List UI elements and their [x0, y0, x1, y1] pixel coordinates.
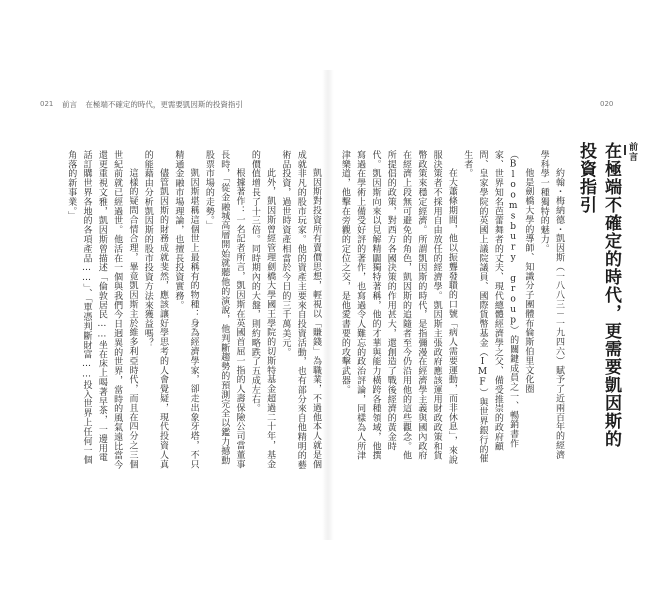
running-head-section: 前言: [62, 100, 77, 109]
right-page-number: 020: [600, 100, 614, 108]
left-page-body: [55, 150, 323, 470]
right-paragraph-2: 他是劍橋大學的導師、知識分子團體布倫斯伯里文化圈（Bloomsbury group）的關鍵成員之一、暢銷書作家、世界知名芭蕾舞者的丈夫、現代總體經濟學之父、備受推崇的政府顧問、皇家學院的英國上議院議員、國際貨幣基金（IMF）與世界銀行的催生者。: [462, 150, 534, 464]
left-paragraph-5: 儘管凱因斯的財務成就斐然，應該讓好學思考的人會覺疑，現代投資人真的能藉由分析凱因斯的股市投資方法來獲益嗎？: [142, 150, 169, 469]
page-gutter: [322, 70, 334, 540]
left-page-number: 021: [40, 100, 54, 108]
left-paragraph-1: 凱因斯對投資所有賣價思想，輕視以「賺錢」為職業，不過他本人就是個成就非凡的股市玩家。他的資產主要來自投資活動，也有部分來自他精明的藝術品投資，過世時資產相當於今日的三千萬美元。: [280, 150, 321, 470]
running-head-title: 在極端不確定的時代，更需要凱因斯的投資指引: [85, 100, 243, 109]
running-head: [62, 99, 249, 110]
left-paragraph-3: 根據著作：一名記者所言，凱因斯在英國首屈一指的人壽保險公司當董事長時，「從金融城高層開始就聽他的演說，他判斷趨勢的預測完全以鑑力撼動股票市場的走勢。」: [203, 150, 245, 469]
right-page-body: [339, 150, 566, 465]
right-paragraph-3: 在大蕭條期間，他以振聾發聵的口號「病人需要運動，而非休息」，來說服決策者不採用自由放任的經濟學。凱因斯主張政府應該運用財政政策和貨幣政策來穩定經濟。所謂凱因斯的時代，是指彌漫在經濟學主義與國內政府在經濟上段無可避免的角色，凱因斯的追隨者至今仍沿用他的這些觀念。他所提倡的政策，對西方各國決策的作用甚大，還創造了戰後經濟的黃金時代。凱因斯向來以見解精闢獨特著稱，他的才華與能力橫跨各種領域，他撰寫過在學術上備受好評的著作，也寫過令人難忘的政治評論，同樣為人所津津樂道，他擊在旁觀的定位之交，是他愛書要的攻擊武器。: [339, 150, 457, 465]
left-paragraph-2: 此外，凱因斯曾經管理劍橋大學國王學院的切斯特基金超過二十年，基金的價值增長了十三倍。同時期內的大盤，則約略跌了五成左右。: [249, 150, 276, 469]
left-paragraph-6: 這樣的疑問合情合理，畢竟凱因斯主於維多利亞時代，而且在四分之三個世紀前就已經過世。他活在一個與我們今日迥異的世界，當時的風氣遠比當今還更重視文雅，凱因斯曾描述「倫敦居民……坐在床上喝著早茶，一邊用電話訂購世界各地的各項產品……」、「單憑判斷財富……投入世界上任何一個角落的新事業。」: [66, 150, 138, 470]
right-paragraph-1: 約翰・梅納德・凱因斯（一八八三－一九四六）賦予了近兩百年的經濟學科學一種獨特的魅力。: [538, 150, 564, 460]
chapter-heading: [574, 142, 639, 462]
chapter-title: 在極端不確定的時代，更需要凱因斯的投資指引: [576, 142, 621, 448]
left-paragraph-4: 凱因斯堪稱這個世上最稱有的物種：身為經濟學家，卻走出象牙塔，不只精通金融市場理論，也擅長投資實務。: [173, 150, 199, 469]
chapter-label: 前言: [624, 142, 639, 462]
